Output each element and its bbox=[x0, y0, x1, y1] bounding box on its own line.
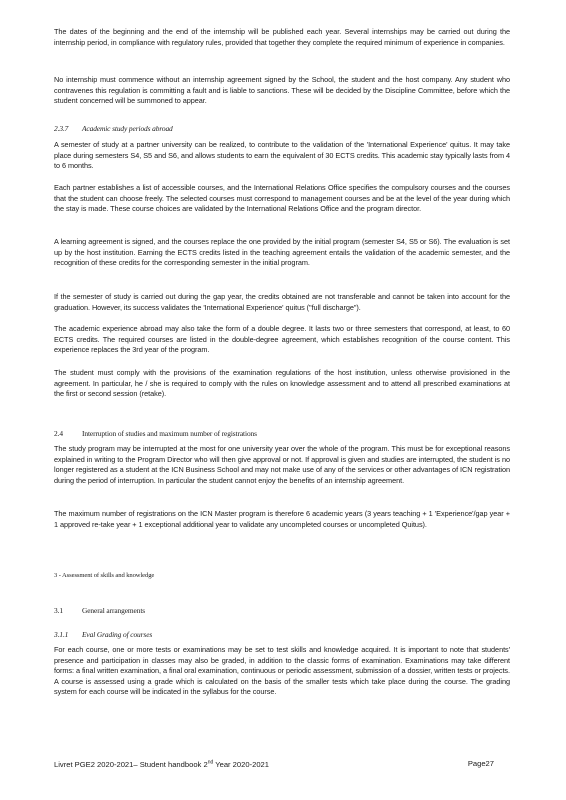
paragraph-partner-courses: Each partner establishes a list of accessible courses, and the International Relations Office specifies the compulsory courses and the courses that the student can choose freely. The selected courses must correspond to management courses and be at the level of the year during which the stay is made. These course choices are validated by the International Relations Office and the program director. bbox=[54, 183, 510, 214]
heading-3-assessment: 3 - Assessment of skills and knowledge bbox=[54, 572, 155, 579]
paragraph-interruption: The study program may be interrupted at the most for one university year over the whole of the program. This must be for exceptional reasons explained in writing to the Program Director who will then give approval or not. If approval is given and studies are interrupted, the student is no longer registered as a student at the ICN Business School and may not make use of any of the services or other advantages of ICN registration during the period of interruption. In particular the student cannot enjoy the benefits of an internship agreement. bbox=[54, 444, 510, 485]
heading-text: General arrangements bbox=[82, 606, 146, 615]
heading-2-3-7 bbox=[54, 124, 173, 133]
paragraph-internship-dates: The dates of the beginning and the end of the internship will be published each year. Several internships may be carried out during the internship period, in compliance with regulatory rules, provided that together they complete the required minimum of experience in companies. bbox=[54, 27, 510, 47]
paragraph-double-degree: The academic experience abroad may also take the form of a double degree. It lasts two or three semesters that correspond, at least, to 60 ECTS credits. The required courses are listed in the double-degree agreement, which establishes recognition of the course content. This experience replaces the 3rd year of the program. bbox=[54, 324, 510, 355]
heading-number: 2.3.7 bbox=[54, 124, 69, 133]
heading-number: 3.1 bbox=[54, 606, 63, 615]
footer-title: Livret PGE2 2020-2021– Student handbook 2nd Year 2020-2021 bbox=[54, 759, 269, 769]
page-number: Page27 bbox=[467, 759, 494, 768]
heading-text: Eval Grading of courses bbox=[82, 630, 153, 639]
paragraph-learning-agreement: A learning agreement is signed, and the courses replace the one provided by the initial program (semester S4, S5 or S6). The evaluation is set up by the host institution. Earning the ECTS credits listed in the teaching agreement entails the validation of the academic semester, and the recognition of these credits for the corresponding semester in the initial program. bbox=[54, 237, 510, 268]
heading-number: 3.1.1 bbox=[54, 630, 69, 639]
paragraph-course-grading: For each course, one or more tests or examinations may be set to test skills and knowledge acquired. It is important to note that students' presence and participation in classes may also be graded, in addition to the classic forms of examination. Examinations may take different forms: a final written examination, a final oral examination, continuous or periodic assessment, submission of a dossier, written tests or projects. A course is assessed using a grade which is calculated on the basis of the smaller tests which take place during the course. The grading system for each course will be indicated in the syllabus for the course. bbox=[54, 645, 510, 697]
heading-text: Academic study periods abroad bbox=[82, 124, 173, 133]
page-footer bbox=[54, 759, 494, 769]
heading-text: Interruption of studies and maximum number of registrations bbox=[82, 429, 257, 438]
heading-3-1-1 bbox=[54, 630, 152, 639]
heading-2-4 bbox=[54, 429, 257, 438]
paragraph-semester-abroad: A semester of study at a partner university can be realized, to contribute to the validation of the 'International Experience' quitus. It may take place during semesters S4, S5 and S6, and allows students to earn the equivalent of 30 ECTS credits. This academic stay typically lasts from 4 to 6 months. bbox=[54, 140, 510, 171]
paragraph-exam-regulations: The student must comply with the provisions of the examination regulations of the host institution, unless otherwise provisioned in the agreement. In particular, he / she is required to comply with the rules on knowledge assessment and to attend all prescribed examinations at the first or second session (retake). bbox=[54, 368, 510, 399]
paragraph-internship-agreement: No internship must commence without an internship agreement signed by the School, the student and the host company. Any student who contravenes this regulation is committing a fault and is liable to sanctions. These will be decided by the Discipline Committee, before which the student concerned will be summoned to appear. bbox=[54, 75, 510, 106]
paragraph-max-registrations: The maximum number of registrations on the ICN Master program is therefore 6 academic years (3 years teaching + 1 'Experience'/gap year + 1 approved re-take year + 1 exceptional additional year to validate any uncompleted courses or uncompleted Quitus). bbox=[54, 509, 510, 529]
heading-number: 2.4 bbox=[54, 429, 63, 438]
paragraph-gap-year-credits: If the semester of study is carried out during the gap year, the credits obtained are not transferable and cannot be taken into account for the graduation. However, its success validates the 'International Experience' quitus ("full discharge"). bbox=[54, 292, 510, 312]
heading-3-1 bbox=[54, 606, 145, 615]
